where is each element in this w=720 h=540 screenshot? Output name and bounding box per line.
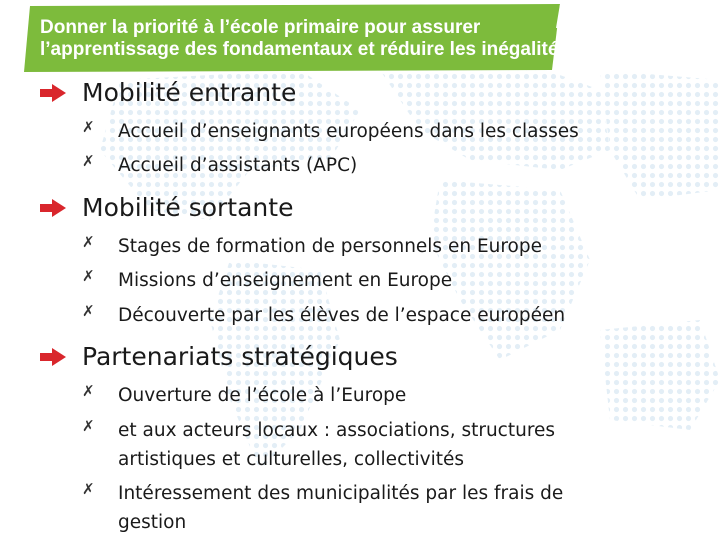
arrow-bullet-icon [38,348,66,366]
item-text-line-2: artistiques et culturelles, collectivités [118,449,464,470]
cross-bullet-icon: ✗ [82,302,95,320]
cross-bullet-icon: ✗ [82,382,95,400]
section-title: Mobilité sortante [82,193,294,222]
item-text: Missions d’enseignement en Europe [118,270,453,291]
banner-title [40,17,600,61]
cross-bullet-icon: ✗ [82,267,95,285]
section-title: Mobilité entrante [82,78,297,107]
section-title: Partenariats stratégiques [82,342,398,371]
item-text-line-2: gestion [118,512,187,533]
cross-bullet-icon: ✗ [82,417,95,435]
item-text-line-1: Intéressement des municipalités par les frais de [118,483,564,504]
item-text: Ouverture de l’école à l’Europe [118,385,407,406]
item-text: Accueil d’assistants (APC) [118,155,358,176]
item-text-line-1: et aux acteurs locaux : associations, structures [118,420,556,441]
item-text: Découverte par les élèves de l’espace européen [118,305,566,326]
arrow-bullet-icon [38,84,66,102]
cross-bullet-icon: ✗ [82,480,95,498]
cross-bullet-icon: ✗ [82,233,95,251]
cross-bullet-icon: ✗ [82,152,95,170]
item-text: Stages de formation de personnels en Europe [118,236,543,257]
cross-bullet-icon: ✗ [82,118,95,136]
arrow-bullet-icon [38,199,66,217]
item-text: Accueil d’enseignants européens dans les classes [118,121,579,142]
banner-title-line-1: Donner la priorité à l’école primaire pour assurer [40,17,481,38]
banner-title-line-2: l’apprentissage des fondamentaux et réduire les inégalités [40,39,570,60]
